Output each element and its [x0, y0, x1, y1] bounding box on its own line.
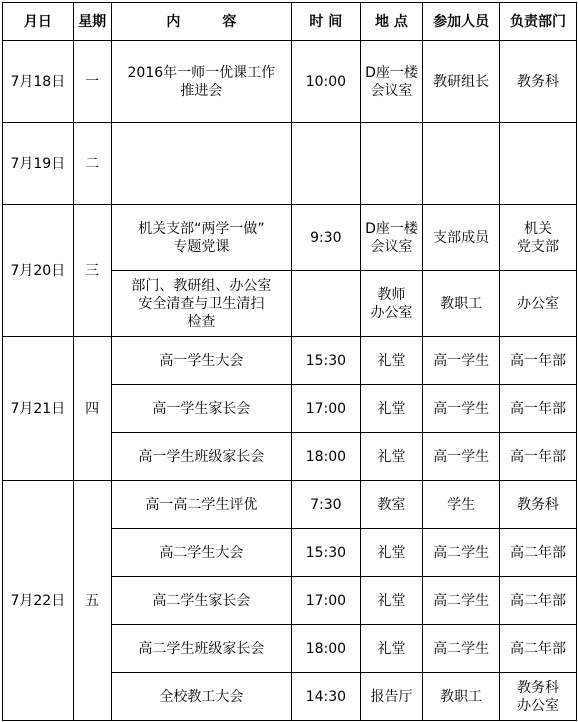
header-place: 地 点	[360, 3, 423, 41]
participants-cell: 教研组长	[423, 41, 500, 123]
time-cell: 14:30	[292, 673, 361, 721]
place-cell: 教师 办公室	[360, 271, 423, 337]
time-cell	[292, 271, 361, 337]
date-cell: 7月18日	[3, 41, 74, 123]
place-cell: 礼堂	[360, 577, 423, 625]
place-cell: D座一楼 会议室	[360, 205, 423, 271]
department-cell: 高一年部	[500, 337, 577, 385]
department-cell: 高一年部	[500, 433, 577, 481]
place-cell: 礼堂	[360, 529, 423, 577]
weekly-schedule-table	[2, 2, 577, 721]
content-cell: 2016年一师一优课工作 推进会	[111, 41, 291, 123]
content-cell: 高一学生班级家长会	[111, 433, 291, 481]
place-cell: 礼堂	[360, 433, 423, 481]
time-cell: 17:00	[292, 577, 361, 625]
header-department: 负责部门	[500, 3, 577, 41]
participants-cell: 高二学生	[423, 625, 500, 673]
header-date: 月日	[3, 3, 74, 41]
department-cell	[500, 123, 577, 205]
table-row	[3, 481, 577, 529]
content-cell	[111, 123, 291, 205]
participants-cell: 支部成员	[423, 205, 500, 271]
content-cell: 高一高二学生评优	[111, 481, 291, 529]
department-cell: 高二年部	[500, 577, 577, 625]
participants-cell: 高二学生	[423, 577, 500, 625]
content-cell: 部门、教研组、办公室 安全清查与卫生清扫 检查	[111, 271, 291, 337]
place-cell	[360, 123, 423, 205]
table-row	[3, 205, 577, 271]
time-cell: 9:30	[292, 205, 361, 271]
place-cell: 礼堂	[360, 385, 423, 433]
place-cell: 报告厅	[360, 673, 423, 721]
participants-cell: 教职工	[423, 673, 500, 721]
weekday-cell: 二	[73, 123, 111, 205]
date-cell: 7月21日	[3, 337, 74, 481]
participants-cell: 高一学生	[423, 337, 500, 385]
place-cell: 礼堂	[360, 337, 423, 385]
department-cell: 教务科	[500, 481, 577, 529]
department-cell: 教务科 办公室	[500, 673, 577, 721]
date-cell: 7月20日	[3, 205, 74, 337]
header-participants: 参加人员	[423, 3, 500, 41]
participants-cell: 学生	[423, 481, 500, 529]
table-row	[3, 41, 577, 123]
time-cell	[292, 123, 361, 205]
time-cell: 15:30	[292, 529, 361, 577]
content-cell: 高二学生大会	[111, 529, 291, 577]
content-cell: 全校教工大会	[111, 673, 291, 721]
content-cell: 机关支部“两学一做” 专题党课	[111, 205, 291, 271]
time-cell: 18:00	[292, 625, 361, 673]
weekday-cell: 五	[73, 481, 111, 721]
participants-cell: 教职工	[423, 271, 500, 337]
table-row	[3, 337, 577, 385]
participants-cell: 高一学生	[423, 385, 500, 433]
participants-cell: 高二学生	[423, 529, 500, 577]
content-cell: 高二学生班级家长会	[111, 625, 291, 673]
weekday-cell: 一	[73, 41, 111, 123]
header-weekday: 星期	[73, 3, 111, 41]
time-cell: 10:00	[292, 41, 361, 123]
header-content: 内 容	[111, 3, 291, 41]
weekday-cell: 四	[73, 337, 111, 481]
time-cell: 7:30	[292, 481, 361, 529]
date-cell: 7月19日	[3, 123, 74, 205]
time-cell: 17:00	[292, 385, 361, 433]
content-cell: 高一学生大会	[111, 337, 291, 385]
department-cell: 教务科	[500, 41, 577, 123]
place-cell: D座一楼 会议室	[360, 41, 423, 123]
time-cell: 15:30	[292, 337, 361, 385]
place-cell: 礼堂	[360, 625, 423, 673]
department-cell: 机关 党支部	[500, 205, 577, 271]
department-cell: 高二年部	[500, 529, 577, 577]
header-time: 时 间	[292, 3, 361, 41]
time-cell: 18:00	[292, 433, 361, 481]
place-cell: 教室	[360, 481, 423, 529]
date-cell: 7月22日	[3, 481, 74, 721]
participants-cell	[423, 123, 500, 205]
department-cell: 办公室	[500, 271, 577, 337]
weekday-cell: 三	[73, 205, 111, 337]
department-cell: 高一年部	[500, 385, 577, 433]
table-row	[3, 123, 577, 205]
header-row	[3, 3, 577, 41]
content-cell: 高一学生家长会	[111, 385, 291, 433]
content-cell: 高二学生家长会	[111, 577, 291, 625]
department-cell: 高二年部	[500, 625, 577, 673]
participants-cell: 高一学生	[423, 433, 500, 481]
